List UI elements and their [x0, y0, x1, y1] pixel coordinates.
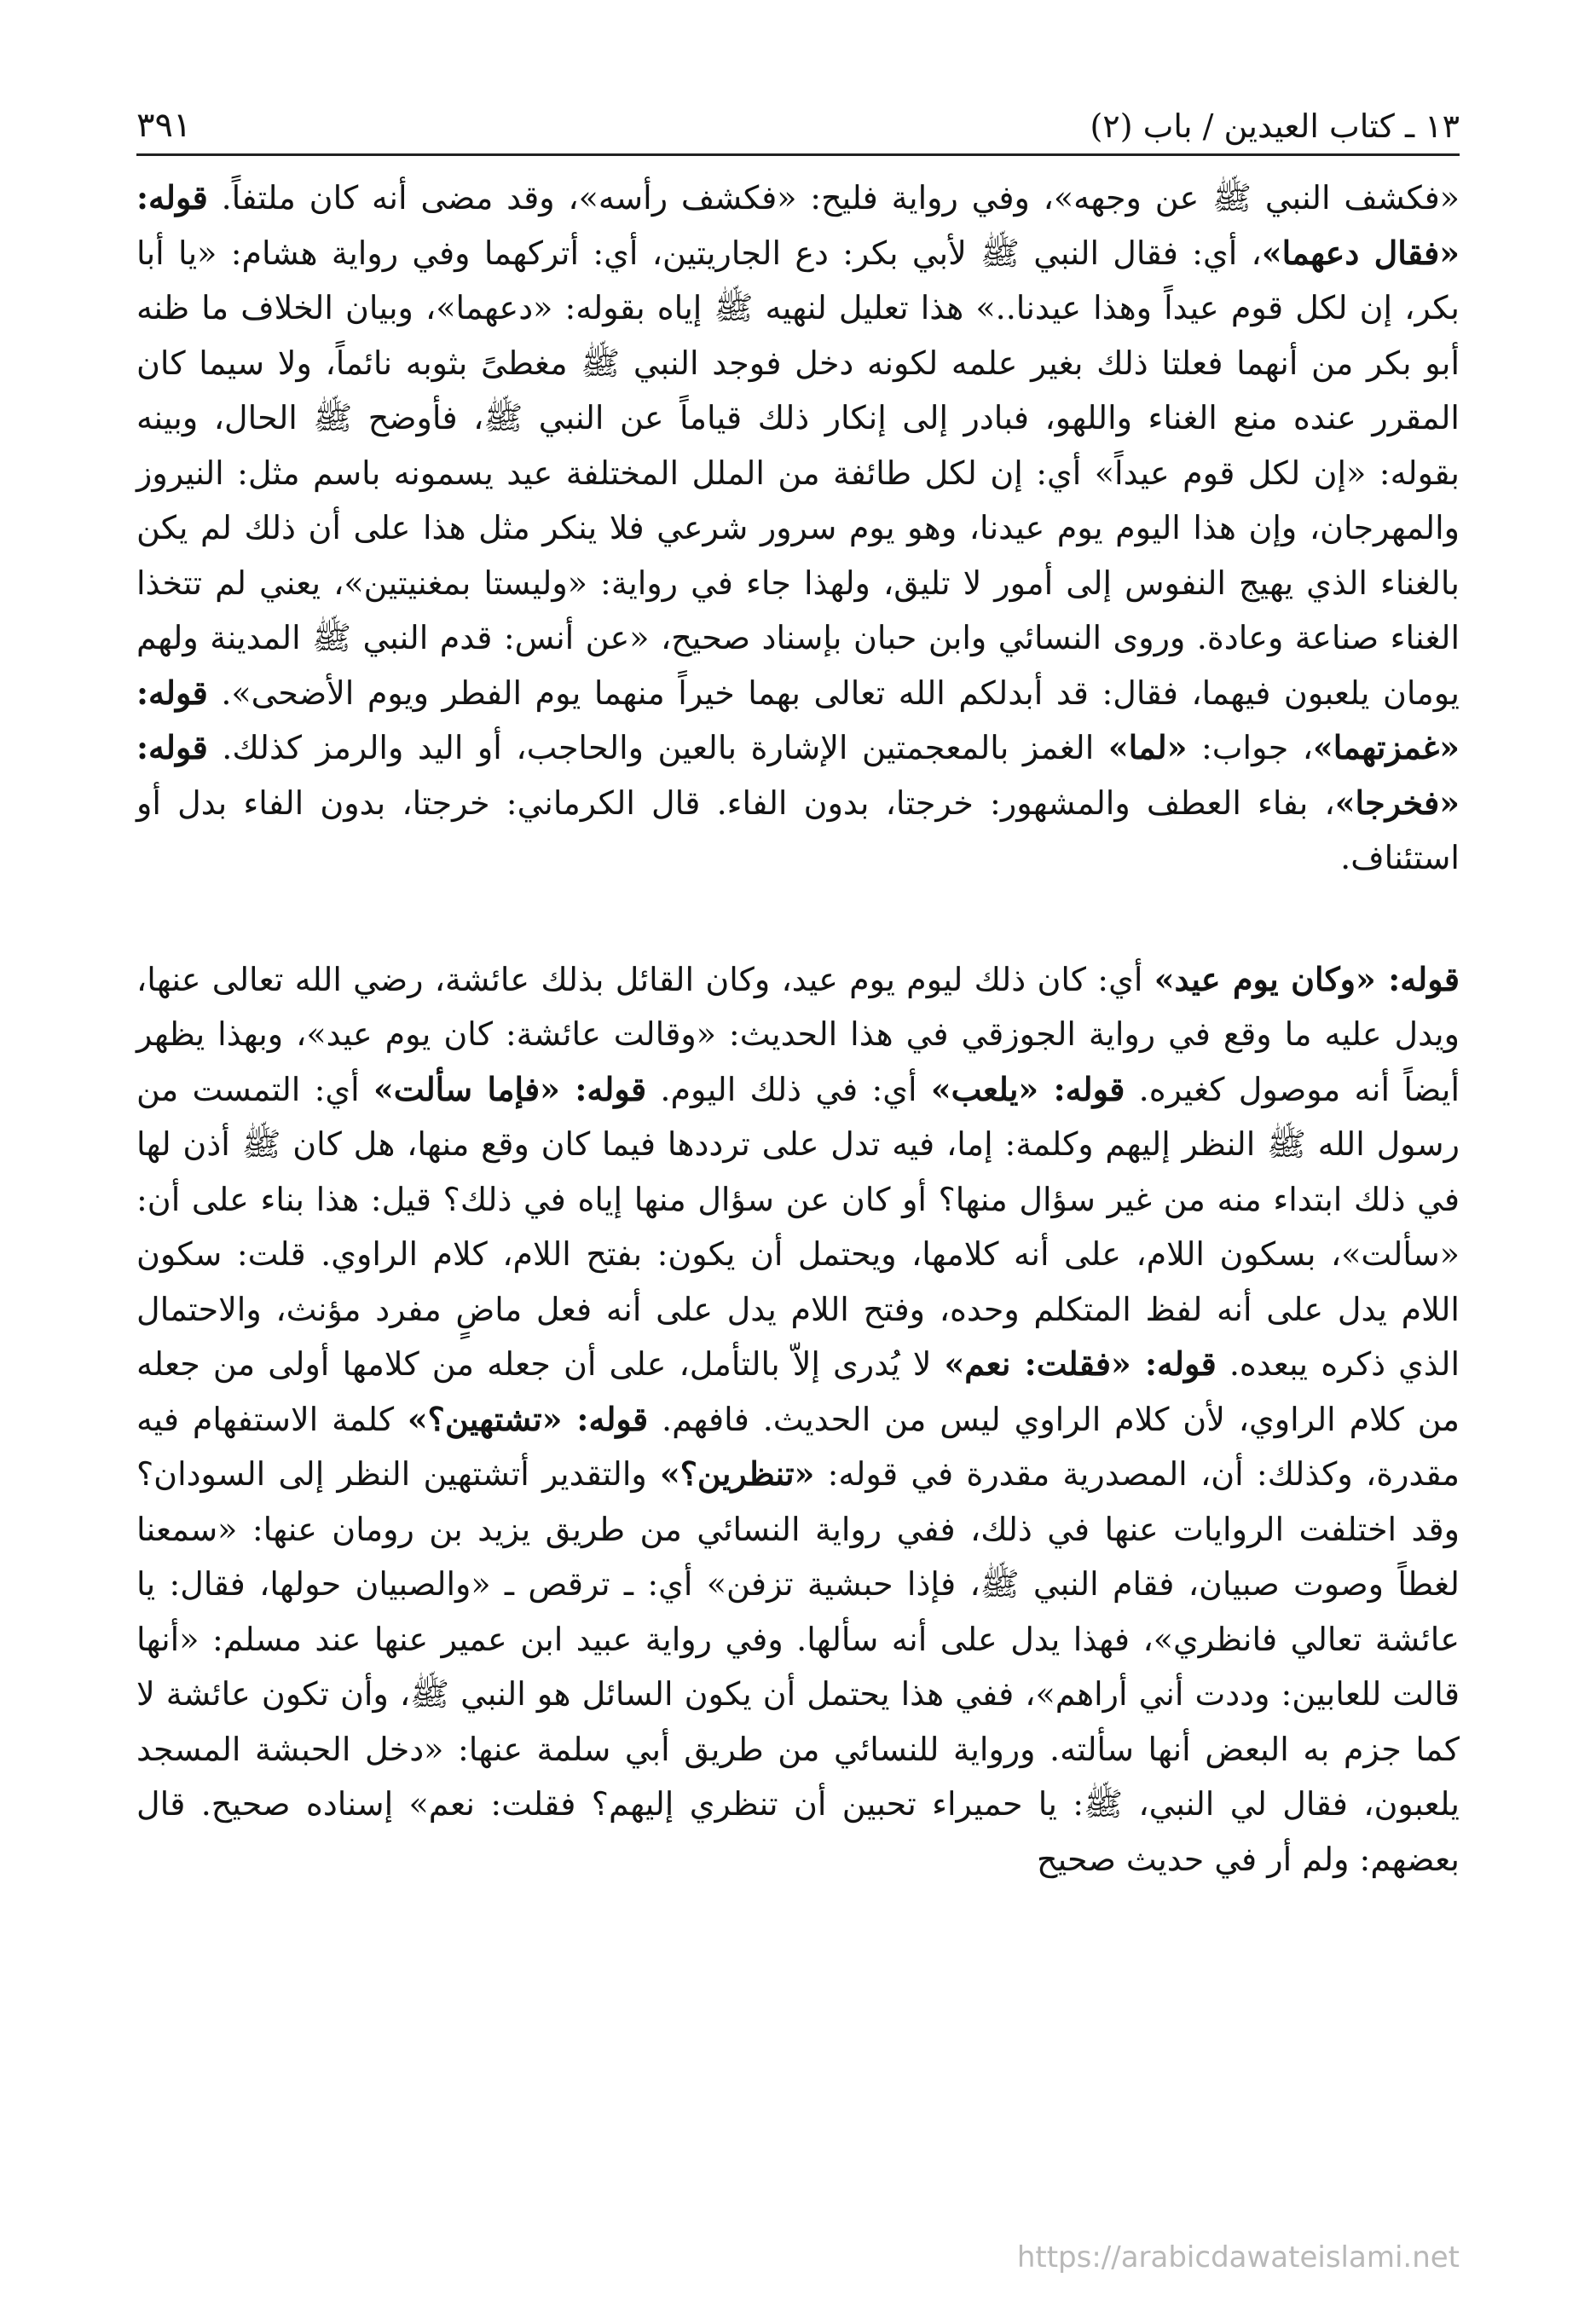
text-run: أي: في ذلك اليوم.: [646, 1070, 931, 1108]
bold-lemma: قوله: «فقال دعهما»: [136, 178, 1460, 272]
bold-lemma: «لما»: [1107, 728, 1188, 766]
text-run: لا يُدرى إلاّ بالتأمل، على أن جعله من كلامها أولى من جعله من كلام الراوي، لأن كلام الراوي ليس من الحديث. فافهم.: [136, 1345, 1460, 1438]
text-run: أي: كان ذلك ليوم يوم عيد، وكان القائل بذلك عائشة، رضي الله تعالى عنها، ويدل عليه ما وقع في رواية الجوزقي في هذا الحديث: «وقالت عائشة: كان يوم عيد»، وبهذا يظهر أيضاً أنه موصول كغيره.: [136, 960, 1460, 1108]
bold-lemma: قوله: «فإما سألت»: [373, 1069, 647, 1108]
bold-lemma: قوله: «تشتهين؟»: [407, 1399, 649, 1438]
paragraph-1: [136, 171, 1460, 886]
text-run: ، أي: فقال النبي ﷺ لأبي بكر: دع الجاريتين، أي: أتركهما وفي رواية هشام: «يا أبا بكر، إن لكل قوم عيداً وهذا عيدنا..» هذا تعليل لنهيه ﷺ إياه بقوله: «دعهما»، وبيان الخلاف ما ظنه أبو بكر من أنهما فعلتا ذلك بغير علمه لكونه دخل فوجد النبي ﷺ مغطىً بثوبه نائماً، ولا سيما كان المقرر عنده منع الغناء واللهو، فبادر إلى إنكار ذلك قياماً عن النبي ﷺ، فأوضح ﷺ الحال، وبينه بقوله: «إن لكل قوم عيداً» أي: إن لكل طائفة من الملل المختلفة عيد يسمونه باسم مثل: النيروز والمهرجان، وإن هذا اليوم يوم عيدنا، وهو يوم سرور شرعي فلا ينكر مثل هذا على أن ذلك لم يكن بالغناء الذي يهيج النفوس إلى أمور لا تليق، ولهذا جاء في رواية: «وليستا بمغنيتين»، يعني لم تتخذا الغناء صناعة وعادة. وروى النسائي وابن حبان بإسناد صحيح، «عن أنس: قدم النبي ﷺ المدينة ولهم يومان يلعبون فيهما، فقال: قد أبدلكم الله تعالى بهما خيراً منهما يوم الفطر ويوم الأضحى».: [136, 234, 1460, 712]
paragraph-2: [136, 952, 1460, 1887]
bold-lemma: قوله: «وكان يوم عيد»: [1154, 959, 1460, 998]
text-run: ، بفاء العطف والمشهور: خرجتا، بدون الفاء. قال الكرماني: خرجتا، بدون الفاء بدل أو استئناف.: [136, 783, 1460, 876]
bold-lemma: «تنظرين؟»: [659, 1454, 815, 1493]
page-header: [136, 82, 1460, 156]
text-run: أي: التمست من رسول الله ﷺ النظر إليهم وكلمة: إما، فيه تدل على ترددها فيما كان وقع منها، هل كان ﷺ أذن لها في ذلك ابتداء منه من غير سؤال منها؟ أو كان عن سؤال منها إياه في ذلك؟ قيل: هذا بناء على أن: «سألت»، بسكون اللام، على أنه كلامها، ويحتمل أن يكون: بفتح اللام، كلام الراوي. قلت: سكون اللام يدل على أنه لفظ المتكلم وحده، وفتح اللام يدل على أنه فعل ماضٍ مفرد مؤنث، والاحتمال الذي ذكره يبعده.: [136, 1070, 1460, 1383]
bold-lemma: قوله: «فخرجا»: [136, 728, 1460, 822]
bold-lemma: قوله: «يلعب»: [930, 1069, 1125, 1108]
page-number: ٣٩١: [136, 106, 192, 145]
text-run: الغمز بالمعجمتين الإشارة بالعين والحاجب، أو اليد والرمز كذلك.: [207, 729, 1108, 766]
text-run: والتقدير أتشتهين النظر إلى السودان؟ وقد اختلفت الروايات عنها في ذلك، ففي رواية النسائي من طريق يزيد بن رومان عنها: «سمعنا لغطاً وصوت صبيان، فقام النبي ﷺ، فإذا حبشية تزفن» أي: ـ ترقص ـ «والصبيان حولها، فقال: يا عائشة تعالي فانظري»، فهذا يدل على أنه سألها. وفي رواية عبيد ابن عمير عنها عند مسلم: «أنها قالت للعابين: وددت أني أراهم»، ففي هذا يحتمل أن يكون السائل هو النبي ﷺ، وأن تكون عائشة لا كما جزم به البعض أنها سألته. ورواية للنسائي من طريق أبي سلمة عنها: «دخل الحبشة المسجد يلعبون، فقال لي النبي، ﷺ: يا حميراء تحبين أن تنظري إليهم؟ فقلت: نعم» إسناده صحيح. قال بعضهم: ولم أر في حديث صحيح: [136, 1455, 1460, 1878]
bold-lemma: قوله: «غمزتهما»: [136, 673, 1460, 766]
paragraph-spacer: [136, 886, 1460, 952]
text-run: كلمة الاستفهام فيه مقدرة، وكذلك: أن، المصدرية مقدرة في قوله:: [136, 1400, 1460, 1493]
bold-lemma: قوله: «فقلت: نعم»: [944, 1344, 1217, 1383]
running-title: ١٣ ـ كتاب العيدين / باب (٢): [1090, 107, 1460, 145]
text-run: ، جواب:: [1187, 729, 1314, 766]
watermark-url: https://arabicdawateislami.net: [1016, 2240, 1460, 2274]
body-text: [136, 171, 1460, 1887]
text-run: «فكشف النبي ﷺ عن وجهه»، وفي رواية فليح: «فكشف رأسه»، وقد مضى أنه كان ملتفاً.: [207, 179, 1460, 217]
